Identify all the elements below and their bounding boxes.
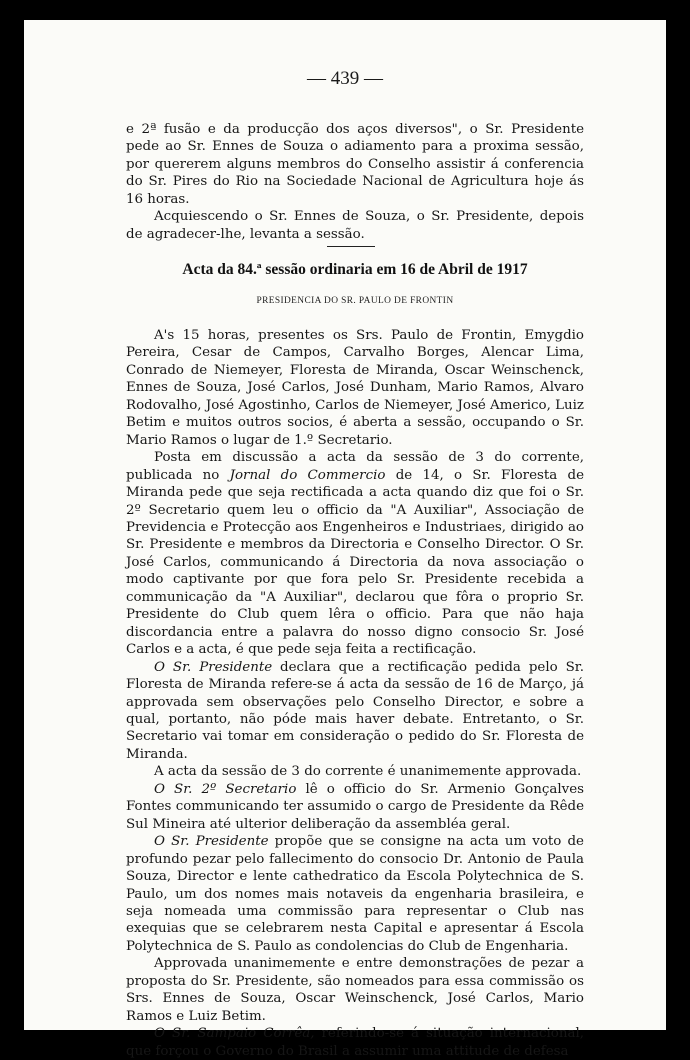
closing-paragraph: Acquiescendo o Sr. Ennes de Souza, o Sr. Presidente, depois de agradecer-lhe, levanta a sessão.: [126, 209, 584, 242]
text-run: de 14, o Sr. Floresta de Miranda pede que seja rectificada a acta quando diz que foi o Sr. 2º Secretario quem leu o officio da "A Auxiliar", Associação de Previdencia e Protecção aos Engenheiros e Industriaes, dirigido ao Sr. Presidente e membros da Directoria e Conselho Director. O Sr. José Carlos, communicando á Directoria da nova associação o modo captivante por que fora pelo Sr. Presidente recebida a communicação da "A Auxiliar", declarou que fôra o proprio Sr. Presidente do Club quem lêra o officio. Para que não haja discordancia entre a palavra do nosso digno consocio Sr. José Carlos e a acta, é que pede seja feita a rectificação.: [126, 467, 584, 658]
minutes-paragraph: Approvada unanimemente e entre demonstrações de pezar a proposta do Sr. Presidente, são nomeados para essa commissão os Srs. Ennes de Souza, Oscar Weinschenck, José Carlos, Mario Ramos e Luiz Betim.: [126, 956, 584, 1024]
minutes-title: Acta da 84.ª sessão ordinaria em 16 de Abril de 1917: [182, 261, 528, 278]
text-run: referindo-se á situação internacional, que forçou o Governo do Brasil a assumir uma attitude de defesa: [126, 1026, 584, 1059]
minutes-paragraph: A's 15 horas, presentes os Srs. Paulo de Frontin, Emygdio Pereira, Cesar de Campos, Carvalho Borges, Alencar Lima, Conrado de Niemeyer, Floresta de Miranda, Oscar Weinschenck, Ennes de Souza, José Carlos, José Dunham, Mario Ramos, Alvaro Rodovalho, José Agostinho, Carlos de Niemeyer, José Americo, Luiz Betim e muitos outros socios, é aberta a sessão, occupando o Sr. Mario Ramos o lugar de 1.º Secretario.: [126, 328, 584, 448]
section-divider: [327, 246, 375, 247]
minutes-paragraph: A acta da sessão de 3 do corrente é unanimemente approvada.: [154, 764, 582, 780]
text-run: propõe que se consigne na acta um voto de profundo pezar pelo fallecimento do consocio Dr. Antonio de Paula Souza, Director e lente cathedratico da Escola Polytechnica de S. Paulo, um dos nomes mais notaveis da engenharia brasileira, e seja nomeada uma commissão para representar o Club nas exequias que se celebrarem nesta Capital e apresentar á Escola Polytechnica de S. Paulo as condolencias do Club de Engenharia.: [126, 834, 584, 954]
speaker-name: O Sr. 2º Secretario: [154, 781, 297, 797]
minutes-paragraph: [126, 1025, 584, 1060]
book-page: [24, 20, 666, 1059]
page-number: — 439 —: [307, 68, 383, 89]
minutes-body: [126, 327, 584, 1060]
continued-paragraph: e 2ª fusão e da producção dos aços diversos", o Sr. Presidente pede ao Sr. Ennes de Souza o adiamento para a proxima sessão, por quererem alguns membros do Conselho assistir á conferencia do Sr. Pires do Rio na Sociedade Nacional de Agricultura hoje ás 16 horas.: [126, 122, 584, 207]
newspaper-name: Jornal do Commercio: [229, 467, 386, 483]
presidency-line: PRESIDENCIA DO SR. PAULO DE FRONTIN: [256, 296, 454, 306]
text-run: Posta em discussão a acta da sessão de 3 do corrente, publicada no: [126, 450, 584, 483]
text-run: lê o officio do Sr. Armenio Gonçalves Fontes communicando ter assumido o cargo de Presidente da Rêde Sul Mineira até ulterior deliberação da assembléa geral.: [126, 781, 584, 832]
speaker-name: O Sr. Sampaio Corrêa,: [154, 1026, 315, 1042]
continued-text: [126, 121, 584, 243]
text-run: declara que a rectificação pedida pelo Sr. Floresta de Miranda refere-se á acta da sessão de 16 de Março, já approvada sem observações pelo Conselho Director, e sobre a qual, portanto, não póde mais haver debate. Entretanto, o Sr. Secretario vai tomar em consideração o pedido do Sr. Floresta de Miranda.: [126, 659, 584, 762]
minutes-paragraph: [126, 781, 584, 833]
speaker-name: O Sr. Presidente: [154, 834, 269, 850]
minutes-paragraph: [126, 659, 584, 764]
minutes-paragraph: [126, 449, 584, 658]
minutes-paragraph: [126, 833, 584, 955]
speaker-name: O Sr. Presidente: [154, 659, 273, 675]
